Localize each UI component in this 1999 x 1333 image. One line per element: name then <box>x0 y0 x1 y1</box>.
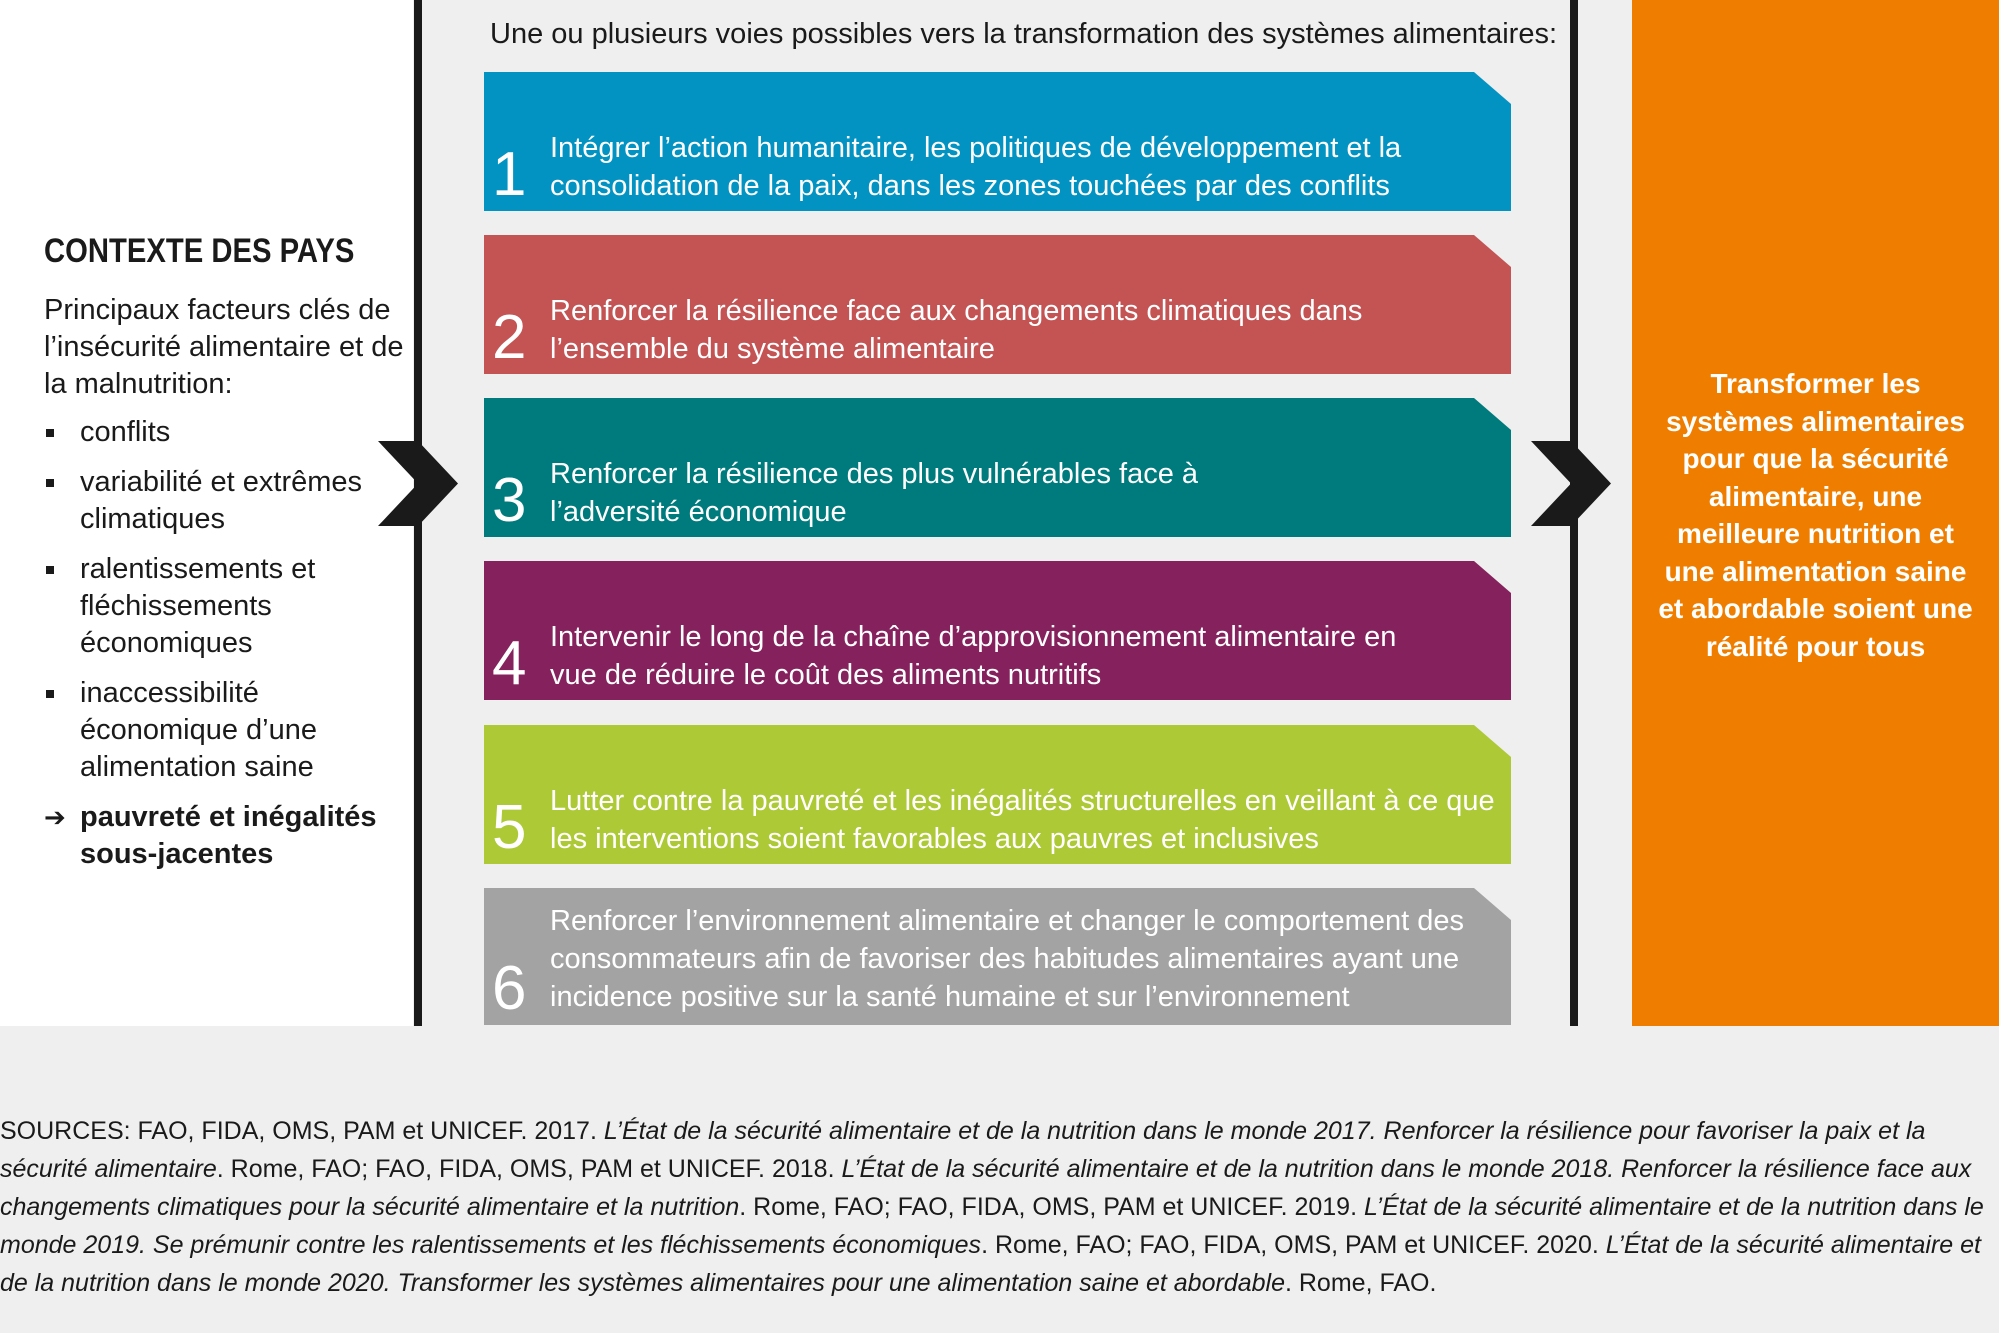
pathway-text: Renforcer la résilience des plus vulnérables face à l’adversité économique <box>550 458 1199 528</box>
pathway-number: 4 <box>492 629 527 698</box>
source-segment: . Rome, FAO; FAO, FIDA, OMS, PAM et UNICEF. 2019. <box>739 1193 1364 1221</box>
pathway-5 <box>484 725 1511 864</box>
context-title: CONTEXTE DES PAYS <box>44 232 355 270</box>
driver-label: variabilité et extrêmes climatiques <box>80 466 363 535</box>
context-intro: Principaux facteurs clés de l’insécurité alimentaire et de la malnutrition: <box>44 294 404 400</box>
sources-note <box>0 1112 1999 1302</box>
pathway-number: 3 <box>492 466 527 535</box>
chevron-right-icon <box>1531 441 1611 526</box>
source-segment: SOURCES: FAO, FIDA, OMS, PAM et UNICEF. 2017. <box>0 1117 604 1145</box>
source-title: L’État de la sécurité alimentaire et de la nutrition dans le monde 2019. Se prémunir contre les ralentissements et les fléchissements économiques <box>0 1193 1984 1259</box>
driver-item <box>44 551 404 662</box>
outcome-panel <box>1632 0 1999 1026</box>
source-title: L’État de la sécurité alimentaire et de la nutrition dans le monde 2017. Renforcer la résilience pour favoriser la paix et la sécurité alimentaire <box>0 1117 1926 1183</box>
outcome-text: Transformer les systèmes alimentaires pour que la sécurité alimentaire, une meilleure nutrition et une alimentation saine et abordable soient une réalité pour tous <box>1658 368 1973 662</box>
source-segment: . Rome, FAO; FAO, FIDA, OMS, PAM et UNICEF. 2020. <box>981 1231 1606 1259</box>
underlying-driver-label: pauvreté et inégalités sous-jacentes <box>80 801 377 870</box>
pathway-number: 6 <box>492 954 527 1023</box>
pathway-number: 2 <box>492 303 527 372</box>
pathway-text: Intervenir le long de la chaîne d’approvisionnement alimentaire en vue de réduire le coût des aliments nutritifs <box>550 621 1397 691</box>
pathway-1 <box>484 72 1511 211</box>
pathway-text: Renforcer la résilience face aux changements climatiques dans l’ensemble du système alimentaire <box>550 295 1363 365</box>
pathway-6 <box>484 888 1511 1025</box>
underlying-driver-item <box>44 799 404 873</box>
arrow-right-icon: ➔ <box>44 802 66 832</box>
pathways-header: Une ou plusieurs voies possibles vers la transformation des systèmes alimentaires: <box>490 18 1558 50</box>
pathway-number: 5 <box>492 793 527 862</box>
bullet-icon <box>46 429 54 437</box>
driver-label: inaccessibilité économique d’une alimentation saine <box>80 677 318 783</box>
source-segment: . Rome, FAO. <box>1284 1269 1437 1297</box>
driver-label: conflits <box>80 416 171 448</box>
chevron-right-icon <box>378 441 458 526</box>
country-context-panel <box>0 0 413 1026</box>
pathway-text: Lutter contre la pauvreté et les inégalités structurelles en veillant à ce que les interventions soient favorables aux pauvres et inclusives <box>550 785 1495 855</box>
pathway-2 <box>484 235 1511 374</box>
driver-item <box>44 464 404 538</box>
source-title: L’État de la sécurité alimentaire et de la nutrition dans le monde 2020. Transformer les systèmes alimentaires pour une alimentation saine et abordable <box>0 1231 1981 1297</box>
driver-label: ralentissements et fléchissements économiques <box>80 553 316 659</box>
driver-item <box>44 675 404 786</box>
source-title: L’État de la sécurité alimentaire et de la nutrition dans le monde 2018. Renforcer la résilience face aux changements climatiques pour la sécurité alimentaire et la nutrition <box>0 1155 1972 1221</box>
bullet-icon <box>46 690 54 698</box>
pathway-4 <box>484 561 1511 700</box>
pathway-3 <box>484 398 1511 537</box>
source-segment: . Rome, FAO; FAO, FIDA, OMS, PAM et UNICEF. 2018. <box>216 1155 842 1183</box>
driver-item <box>44 414 404 451</box>
pathway-text: Renforcer l’environnement alimentaire et changer le comportement des consommateurs afin de favoriser des habitudes alimentaires ayant une incidence positive sur la santé humaine et sur l’environnement <box>550 905 1464 1013</box>
drivers-list <box>44 414 404 886</box>
pathway-text: Intégrer l’action humanitaire, les politiques de développement et la consolidation de la paix, dans les zones touchées par des conflits <box>550 132 1402 202</box>
bullet-icon <box>46 479 54 487</box>
pathway-number: 1 <box>492 140 527 209</box>
bullet-icon <box>46 566 54 574</box>
